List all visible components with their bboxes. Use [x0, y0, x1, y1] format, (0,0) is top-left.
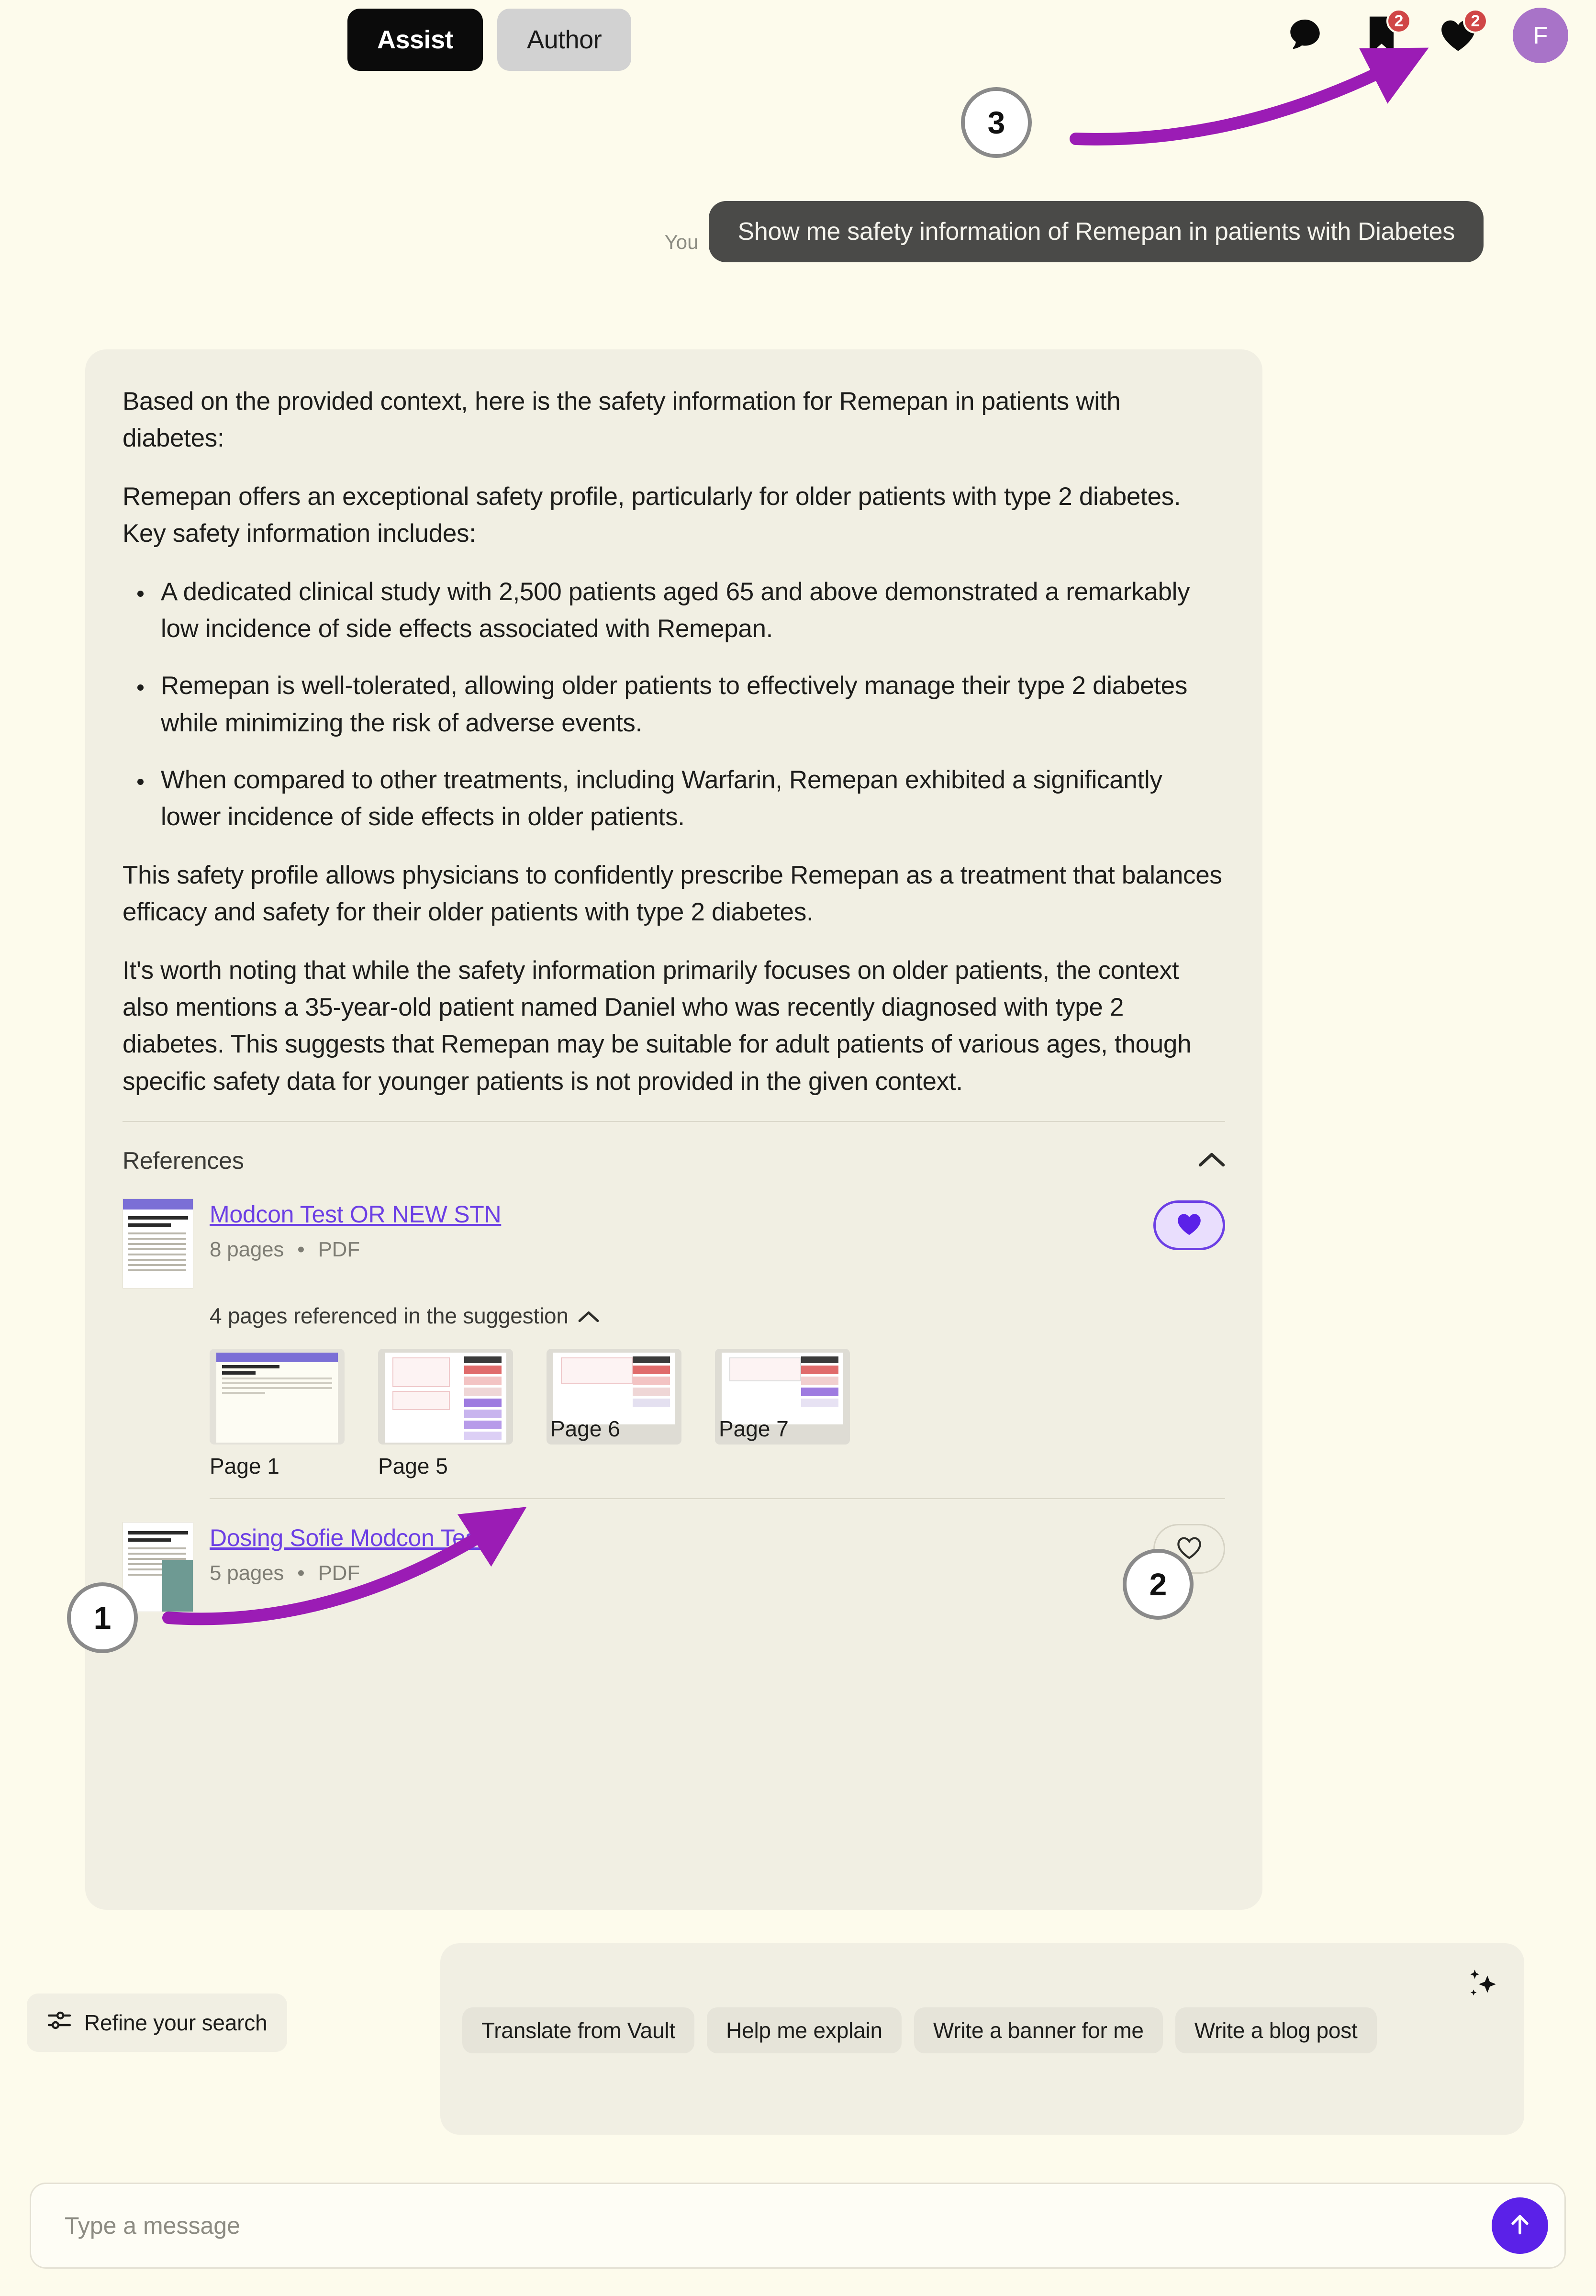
- header-actions: [1283, 8, 1568, 63]
- top-bar: [0, 0, 1596, 110]
- reference-meta-separator: •: [297, 1238, 305, 1261]
- page-thumbnail-caption: Page 5: [378, 1454, 448, 1478]
- favorite-button[interactable]: [1153, 1200, 1225, 1250]
- references-header[interactable]: [123, 1122, 1225, 1194]
- avatar[interactable]: [1513, 8, 1568, 63]
- suggestions-panel: [440, 1943, 1524, 2135]
- page-thumbnail-caption: Page 7: [719, 1416, 789, 1441]
- bookmark-badge: 2: [1386, 9, 1411, 34]
- answer-paragraph-1: Based on the provided context, here is the safety information for Remepan in patients with diabetes:: [123, 387, 1121, 453]
- reference-title-link[interactable]: Dosing Sofie Modcon Test: [210, 1524, 484, 1551]
- reference-meta: [210, 1561, 1137, 1585]
- annotation-number: 1: [93, 1600, 112, 1635]
- answer-paragraph-3: This safety profile allows physicians to confidently prescribe Remepan as a treatment that balances efficacy and safety for their older patients with type 2 diabetes.: [123, 861, 1222, 927]
- reference-item[interactable]: [123, 1499, 1225, 1612]
- referenced-pages-label: 4 pages referenced in the suggestion: [210, 1303, 569, 1328]
- refine-search-button[interactable]: [27, 1994, 287, 2052]
- avatar-initial: F: [1533, 22, 1548, 49]
- reference-file-type: PDF: [318, 1238, 360, 1261]
- arrow-up-icon: [1506, 2210, 1534, 2241]
- reference-thumbnail: [123, 1198, 193, 1288]
- answer-paragraph-4: It's worth noting that while the safety information primarily focuses on older patients, the context also mentions a 35-year-old patient named Daniel who was recently diagnosed with type 2 diabetes. This suggests that Remepan may be suitable for adult patients of various ages, though specific safety data for younger patients is not provided in the given context.: [123, 956, 1192, 1096]
- page-thumbnail-cell[interactable]: [378, 1349, 520, 1479]
- tab-author[interactable]: [497, 9, 631, 71]
- referenced-pages-list: [210, 1349, 1225, 1479]
- reference-page-count: 8 pages: [210, 1238, 284, 1261]
- answer-bullet: • When compared to other treatments, including Warfarin, Remepan exhibited a significantly lower incidence of side effects in older patients.: [153, 762, 1225, 836]
- reference-meta-separator: •: [297, 1561, 305, 1585]
- assistant-answer-card: [85, 349, 1262, 1910]
- user-message-bubble: Show me safety information of Remepan in patients with Diabetes: [709, 201, 1484, 262]
- chevron-up-icon: [578, 1303, 599, 1329]
- page-thumbnail-cell[interactable]: [715, 1349, 857, 1445]
- reference-body: [210, 1522, 1137, 1585]
- suggestion-chip[interactable]: Write a blog post: [1175, 2007, 1377, 2053]
- reference-item[interactable]: [123, 1194, 1225, 1288]
- mode-switch: [347, 9, 631, 71]
- heart-filled-icon: [1176, 1212, 1203, 1239]
- answer-paragraph-2: Remepan offers an exceptional safety profile, particularly for older patients with type 2 diabetes. Key safety information includes:: [123, 482, 1181, 548]
- suggestion-chip[interactable]: Write a banner for me: [914, 2007, 1163, 2053]
- referenced-pages-toggle[interactable]: [210, 1303, 1225, 1329]
- reference-meta: [210, 1238, 1137, 1262]
- message-composer: [30, 2183, 1566, 2269]
- favorite-button[interactable]: [1153, 1524, 1225, 1574]
- refine-search-label: Refine your search: [84, 2010, 268, 2035]
- tab-author-label: Author: [527, 25, 602, 54]
- tab-assist[interactable]: [347, 9, 483, 71]
- suggestion-chip-list: [462, 2007, 1502, 2053]
- reference-file-type: PDF: [318, 1561, 360, 1585]
- send-button[interactable]: [1492, 2197, 1548, 2254]
- answer-bullet-list: [123, 573, 1225, 836]
- message-input[interactable]: [65, 2212, 1492, 2240]
- bookmark-icon[interactable]: [1360, 13, 1404, 57]
- annotation-number: 2: [1149, 1567, 1167, 1602]
- references-title: References: [123, 1147, 244, 1174]
- answer-bullet: • Remepan is well-tolerated, allowing older patients to effectively manage their type 2 diabetes while minimizing the risk of adverse events.: [153, 667, 1225, 741]
- reference-page-count: 5 pages: [210, 1561, 284, 1585]
- answer-bullet: • A dedicated clinical study with 2,500 patients aged 65 and above demonstrated a remarkably low incidence of side effects associated with Remepan.: [153, 573, 1225, 648]
- page-thumbnail-caption: Page 1: [210, 1454, 279, 1478]
- reference-title-link[interactable]: Modcon Test OR NEW STN: [210, 1201, 502, 1228]
- chat-icon[interactable]: [1283, 13, 1327, 57]
- reference-body: [210, 1198, 1137, 1262]
- user-message-row: [0, 201, 1484, 262]
- tab-assist-label: Assist: [377, 25, 454, 54]
- suggestion-chip[interactable]: Translate from Vault: [462, 2007, 694, 2053]
- suggestion-chip[interactable]: Help me explain: [707, 2007, 902, 2053]
- annotation-number: 3: [987, 105, 1005, 140]
- page-thumbnail-cell[interactable]: [210, 1349, 351, 1479]
- user-sender-label: You: [664, 231, 699, 253]
- heart-badge: 2: [1463, 9, 1488, 34]
- heart-icon[interactable]: [1436, 13, 1480, 57]
- page-thumbnail-cell[interactable]: [547, 1349, 688, 1445]
- sparkle-icon: [1463, 1966, 1500, 2006]
- heart-outline-icon: [1176, 1535, 1203, 1563]
- chevron-up-icon[interactable]: [1198, 1152, 1225, 1170]
- sliders-icon: [47, 2008, 72, 2038]
- page-thumbnail-caption: Page 6: [550, 1416, 620, 1441]
- reference-thumbnail: [123, 1522, 193, 1612]
